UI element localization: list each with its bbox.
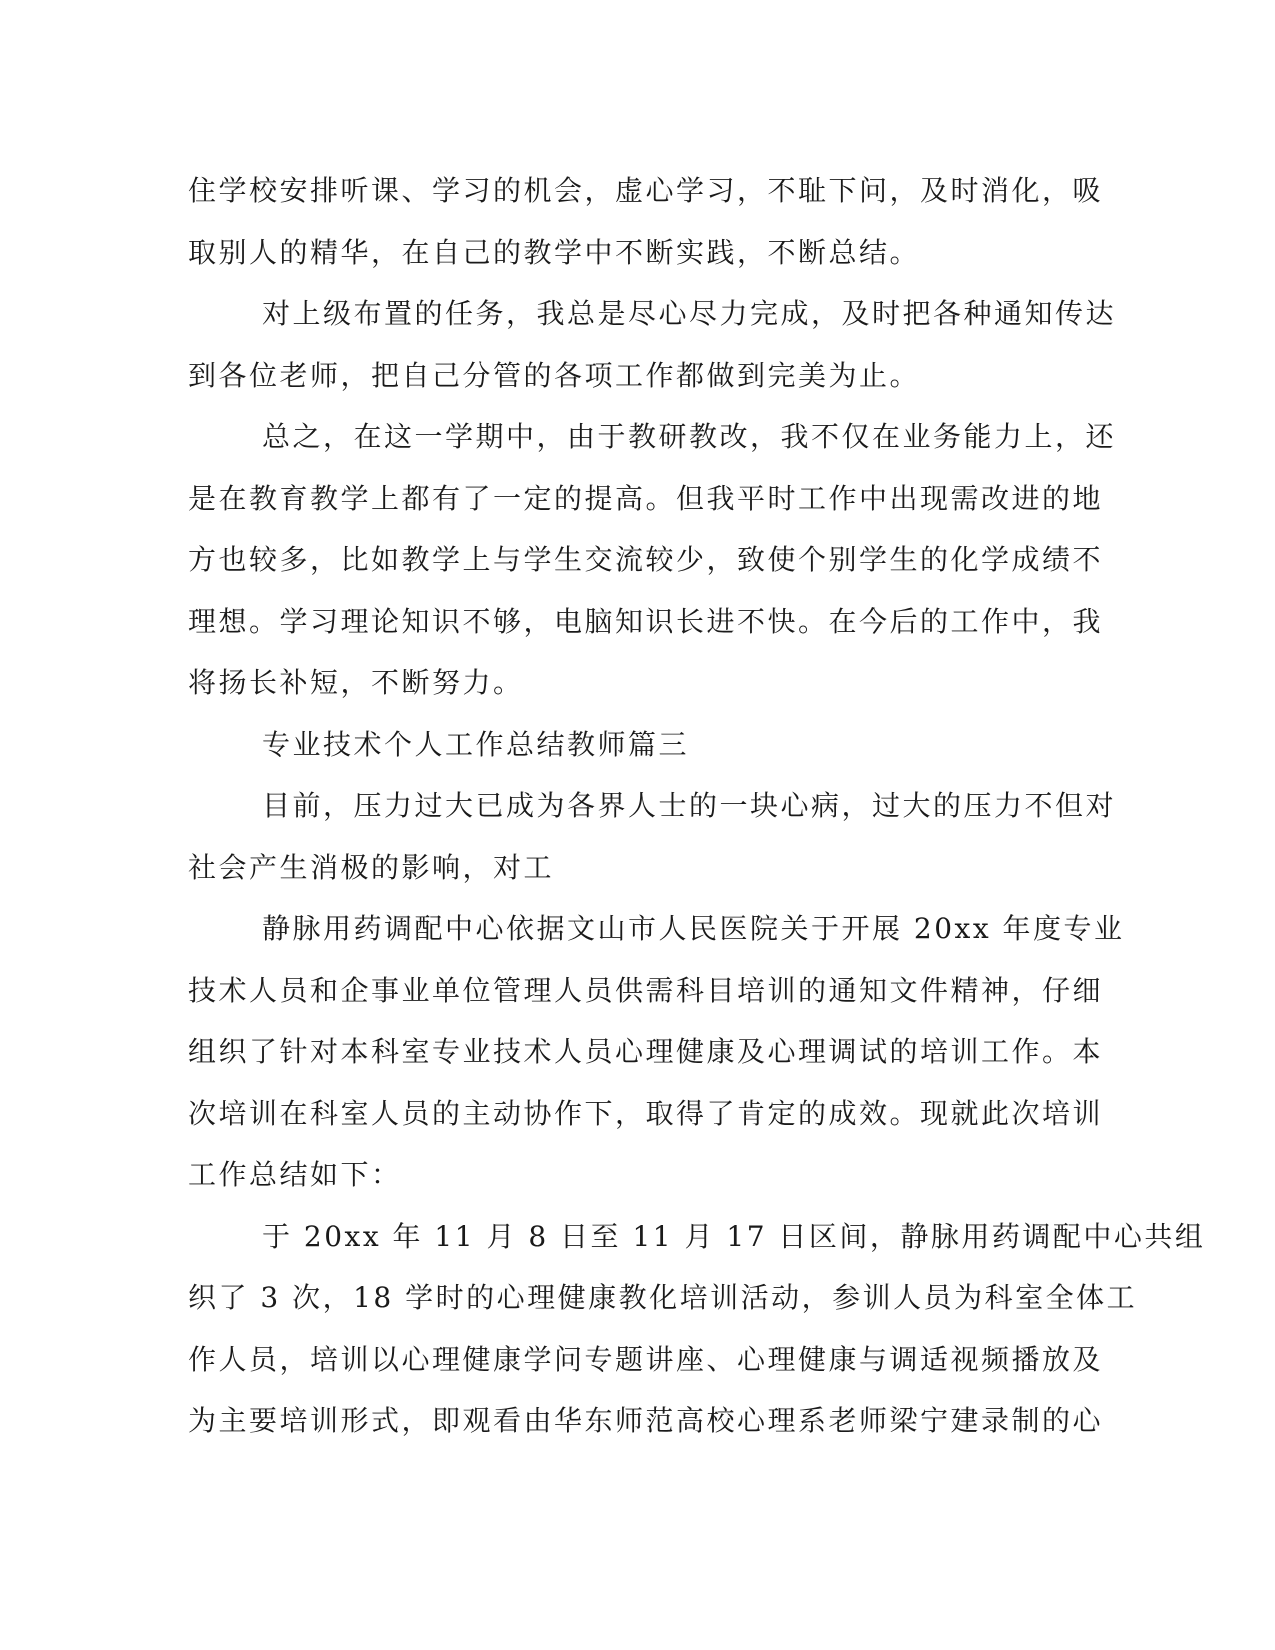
- text-line: 社会产生消极的影响，对工: [188, 850, 555, 884]
- text-line: 于 20xx 年 11 月 8 日至 11 月 17 日区间，静脉用药调配中心共组: [262, 1219, 1206, 1253]
- text-line: 技术人员和企事业单位管理人员供需科目培训的通知文件精神，仔细: [188, 973, 1104, 1007]
- text-line: 静脉用药调配中心依据文山市人民医院关于开展 20xx 年度专业: [262, 912, 1125, 945]
- text-line: 是在教育教学上都有了一定的提高。但我平时工作中出现需改进的地: [188, 481, 1104, 515]
- text-line: 总之，在这一学期中，由于教研教改，我不仅在业务能力上，还: [262, 420, 1117, 453]
- text-line: 次培训在科室人员的主动协作下，取得了肯定的成效。现就此次培训: [188, 1096, 1104, 1130]
- text-line: 织了 3 次，18 学时的心理健康教化培训活动，参训人员为科室全体工: [188, 1281, 1138, 1314]
- text-line: 到各位老师，把自己分管的各项工作都做到完美为止。: [188, 358, 921, 392]
- text-line: 取别人的精华，在自己的教学中不断实践，不断总结。: [188, 235, 921, 269]
- text-line: 住学校安排听课、学习的机会，虚心学习，不耻下问，及时消化，吸: [188, 174, 1104, 207]
- text-line: 理想。学习理论知识不够，电脑知识长进不快。在今后的工作中，我: [188, 604, 1104, 638]
- section-heading: 专业技术个人工作总结教师篇三: [262, 727, 690, 761]
- text-line: 作人员，培训以心理健康学问专题讲座、心理健康与调适视频播放及: [188, 1342, 1104, 1376]
- document-body: [188, 160, 1206, 1452]
- text-line: 工作总结如下：: [188, 1158, 402, 1191]
- text-line: 为主要培训形式，即观看由华东师范高校心理系老师梁宁建录制的心: [188, 1404, 1104, 1437]
- text-line: 方也较多，比如教学上与学生交流较少，致使个别学生的化学成绩不: [188, 543, 1104, 576]
- text-line: 将扬长补短，不断努力。: [188, 666, 524, 699]
- text-line: 组织了针对本科室专业技术人员心理健康及心理调试的培训工作。本: [188, 1035, 1104, 1068]
- text-line: 目前，压力过大已成为各界人士的一块心病，过大的压力不但对: [262, 789, 1117, 822]
- text-line: 对上级布置的任务，我总是尽心尽力完成，及时把各种通知传达: [262, 297, 1117, 330]
